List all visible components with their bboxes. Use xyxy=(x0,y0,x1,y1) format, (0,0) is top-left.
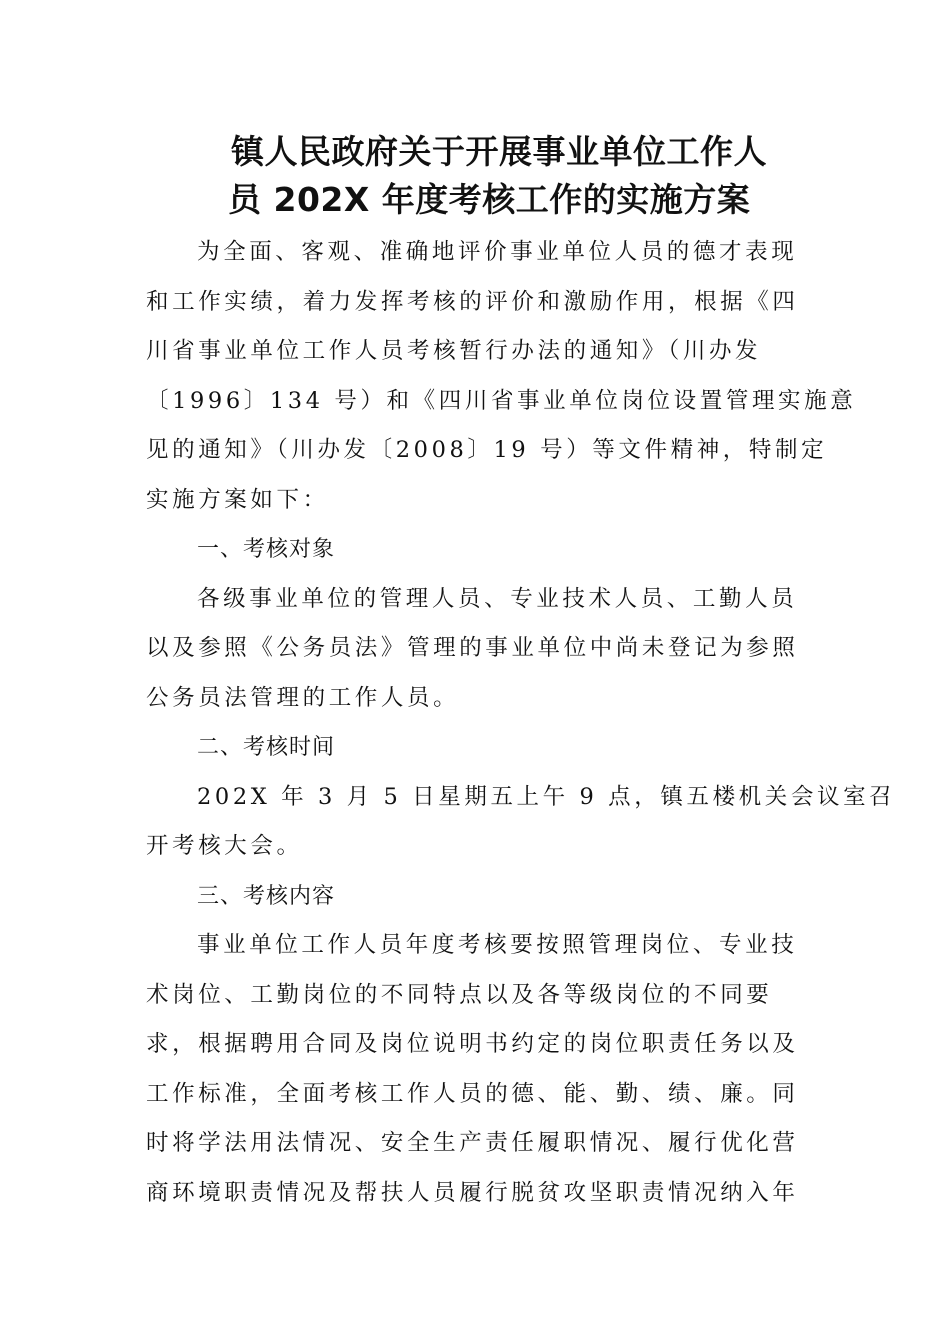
intro-line: 和工作实绩，着力发挥考核的评价和激励作用，根据《四 xyxy=(146,288,799,315)
document-body xyxy=(146,228,896,1218)
content-line: 商环境职责情况及帮扶人员履行脱贫攻坚职责情况纳入年 xyxy=(146,1179,799,1206)
intro-line: 为全面、客观、准确地评价事业单位人员的德才表现 xyxy=(197,239,798,265)
content-line: 工作标准，全面考核工作人员的德、能、勤、绩、廉。同 xyxy=(146,1080,799,1107)
content-line: 事业单位工作人员年度考核要按照管理岗位、专业技 xyxy=(197,932,798,958)
intro-line: 实施方案如下： xyxy=(146,486,329,513)
section-heading-content: 三、考核内容 xyxy=(197,883,336,909)
content-line: 求，根据聘用合同及岗位说明书约定的岗位职责任务以及 xyxy=(146,1031,799,1057)
intro-line: 〔1996〕134 号）和《四川省事业单位岗位设置管理实施意 xyxy=(146,387,857,414)
time-line: 202X 年 3 月 5 日星期五上午 9 点，镇五楼机关会议室召 xyxy=(197,783,896,810)
time-line: 开考核大会。 xyxy=(146,833,303,859)
objects-line: 各级事业单位的管理人员、专业技术人员、工勤人员 xyxy=(197,585,798,612)
content-line: 术岗位、工勤岗位的不同特点以及各等级岗位的不同要 xyxy=(146,981,773,1008)
objects-line: 公务员法管理的工作人员。 xyxy=(146,684,460,711)
section-heading-objects: 一、考核对象 xyxy=(197,537,336,562)
title-line-2: 员 202X 年度考核工作的实施方案 xyxy=(228,180,751,219)
intro-line: 川省事业单位工作人员考核暂行办法的通知》（川办发 xyxy=(146,338,762,364)
intro-line: 见的通知》（川办发〔2008〕19 号）等文件精神，特制定 xyxy=(146,437,828,463)
document-title xyxy=(228,128,848,224)
section-heading-time: 二、考核时间 xyxy=(197,735,336,760)
content-line: 时将学法用法情况、安全生产责任履职情况、履行优化营 xyxy=(146,1130,799,1156)
objects-line: 以及参照《公务员法》管理的事业单位中尚未登记为参照 xyxy=(146,635,799,661)
title-line-1: 镇人民政府关于开展事业单位工作人 xyxy=(231,132,767,171)
